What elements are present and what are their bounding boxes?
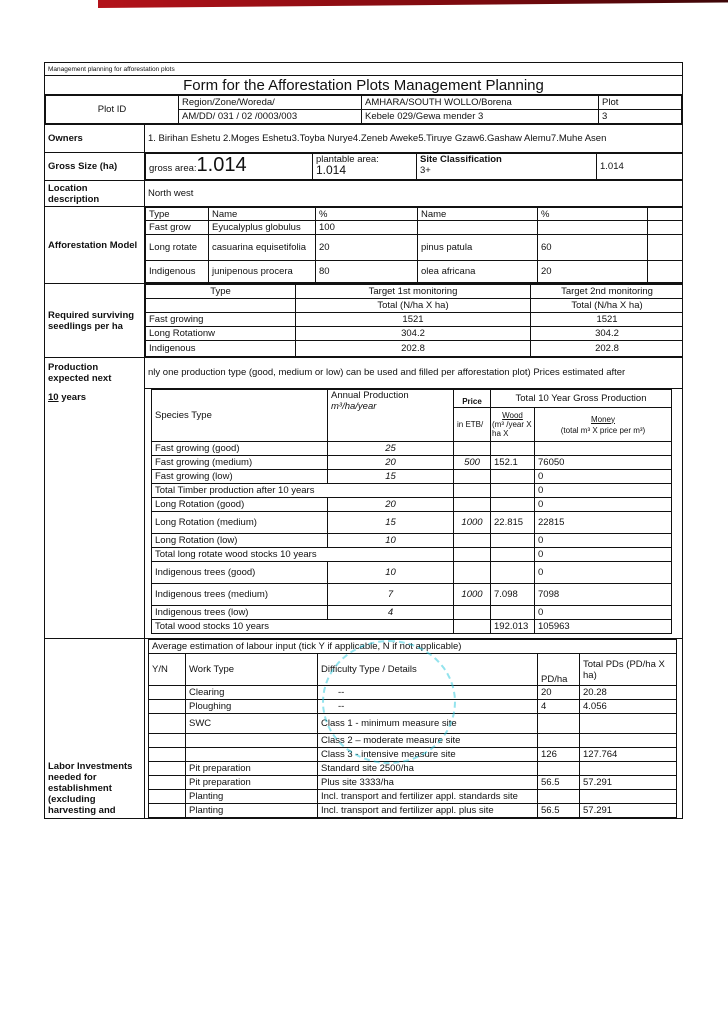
production-row bbox=[152, 470, 672, 484]
model-row bbox=[146, 235, 683, 261]
seedlings-target2: 1521 bbox=[531, 313, 683, 327]
labor-total: 57.291 bbox=[580, 776, 677, 790]
site-classification bbox=[417, 154, 597, 180]
production-wood: 152.1 bbox=[491, 456, 535, 470]
production-wood bbox=[491, 548, 535, 562]
labor-work bbox=[186, 748, 318, 762]
location-value: North west bbox=[145, 181, 683, 207]
model-percent: 20 bbox=[538, 261, 648, 283]
labor-yn bbox=[149, 734, 186, 748]
production-money: 0 bbox=[535, 606, 672, 620]
production-wood: 192.013 bbox=[491, 620, 535, 634]
h-pdha: PD/ha bbox=[538, 654, 580, 686]
labor-pd: 56.5 bbox=[538, 804, 580, 818]
production-table bbox=[151, 389, 672, 634]
production-row bbox=[152, 606, 672, 620]
model-type: Long rotate bbox=[146, 235, 209, 261]
production-price bbox=[454, 470, 491, 484]
production-row bbox=[152, 456, 672, 470]
labor-detail: Class 3 - intensive measure site bbox=[318, 748, 538, 762]
labor-detail: Incl. transport and fertilizer appl. standards site bbox=[318, 790, 538, 804]
model-name: junipenous procera bbox=[209, 261, 316, 283]
owners-label: Owners bbox=[45, 125, 145, 153]
h-money-label: Money bbox=[590, 414, 615, 424]
plot-code: AM/DD/ 031 / 02 /0003/003 bbox=[179, 110, 362, 124]
labor-work: Planting bbox=[186, 790, 318, 804]
production-name: Fast growing (good) bbox=[152, 442, 328, 456]
labor-total bbox=[580, 734, 677, 748]
location-label: Location description bbox=[45, 181, 145, 207]
production-name: Fast growing (medium) bbox=[152, 456, 328, 470]
production-annual: 20 bbox=[328, 456, 454, 470]
production-row bbox=[152, 484, 672, 498]
labor-row bbox=[149, 790, 677, 804]
model-name bbox=[418, 221, 538, 235]
seedlings-col-target1: Target 1st monitoring bbox=[296, 285, 531, 299]
seedlings-type: Fast growing bbox=[146, 313, 296, 327]
labor-table bbox=[148, 639, 677, 818]
plot-id-label: Plot ID bbox=[46, 96, 179, 124]
production-row bbox=[152, 562, 672, 584]
h-annual-label: Annual Production bbox=[331, 390, 409, 401]
region-value: AMHARA/SOUTH WOLLO/Borena bbox=[362, 96, 599, 110]
plot-number: 3 bbox=[599, 110, 682, 124]
production-label bbox=[45, 358, 145, 639]
gross-size-table bbox=[145, 153, 683, 180]
h-price: Price bbox=[454, 390, 491, 408]
labor-yn bbox=[149, 790, 186, 804]
production-annual: 15 bbox=[328, 512, 454, 534]
form-title: Form for the Afforestation Plots Management Planning bbox=[45, 76, 683, 95]
seedlings-row bbox=[146, 327, 683, 341]
production-annual: 10 bbox=[328, 534, 454, 548]
production-wood bbox=[491, 442, 535, 456]
production-row bbox=[152, 584, 672, 606]
model-percent: 20 bbox=[316, 235, 418, 261]
form-sheet bbox=[44, 62, 682, 819]
labor-total bbox=[580, 714, 677, 734]
production-wood bbox=[491, 534, 535, 548]
labor-row bbox=[149, 700, 677, 714]
production-price bbox=[454, 606, 491, 620]
production-money: 7098 bbox=[535, 584, 672, 606]
production-label-line1: Production expected next bbox=[48, 362, 112, 384]
seedlings-row bbox=[146, 341, 683, 357]
h-money-unit: (total m³ X price per m³) bbox=[560, 425, 646, 435]
production-price bbox=[454, 534, 491, 548]
production-money: 76050 bbox=[535, 456, 672, 470]
gross-size-label: Gross Size (ha) bbox=[45, 153, 145, 181]
production-name: Total long rotate wood stocks 10 years bbox=[152, 548, 454, 562]
production-money: 0 bbox=[535, 562, 672, 584]
production-money: 105963 bbox=[535, 620, 672, 634]
labor-detail: Incl. transport and fertilizer appl. plus site bbox=[318, 804, 538, 818]
model-header: Name bbox=[418, 208, 538, 221]
production-money: 0 bbox=[535, 484, 672, 498]
labor-pd bbox=[538, 762, 580, 776]
model-percent: 100 bbox=[316, 221, 418, 235]
production-price bbox=[454, 620, 491, 634]
production-row bbox=[152, 498, 672, 512]
labor-row bbox=[149, 734, 677, 748]
labor-pd bbox=[538, 790, 580, 804]
model-row bbox=[146, 261, 683, 283]
production-wood: 7.098 bbox=[491, 584, 535, 606]
production-price bbox=[454, 498, 491, 512]
production-price: 1000 bbox=[454, 512, 491, 534]
production-annual: 15 bbox=[328, 470, 454, 484]
production-wood bbox=[491, 470, 535, 484]
production-row bbox=[152, 620, 672, 634]
production-name: Indigenous trees (low) bbox=[152, 606, 328, 620]
labor-detail: Class 1 - minimum measure site bbox=[318, 714, 538, 734]
model-percent: 80 bbox=[316, 261, 418, 283]
seedlings-sub-total1: Total (N/ha X ha) bbox=[296, 299, 531, 313]
production-price bbox=[454, 442, 491, 456]
production-price bbox=[454, 548, 491, 562]
production-name: Indigenous trees (good) bbox=[152, 562, 328, 584]
plot-id-table bbox=[45, 95, 682, 124]
seedlings-row bbox=[146, 313, 683, 327]
labor-note: Average estimation of labour input (tick Y if applicable, N if not applicable) bbox=[149, 640, 677, 654]
labor-row bbox=[149, 686, 677, 700]
labor-total bbox=[580, 790, 677, 804]
labor-pd bbox=[538, 714, 580, 734]
gross-area-prefix: gross area: bbox=[149, 162, 197, 174]
labor-work: Pit preparation bbox=[186, 762, 318, 776]
model-name: olea africana bbox=[418, 261, 538, 283]
plantable-value: 1.014 bbox=[316, 163, 347, 177]
labor-pd: 20 bbox=[538, 686, 580, 700]
production-row bbox=[152, 548, 672, 562]
seedlings-label: Required surviving seedlings per ha bbox=[45, 284, 145, 358]
h-price-unit: in ETB/ bbox=[454, 408, 491, 442]
production-row bbox=[152, 534, 672, 548]
h-money bbox=[535, 408, 672, 442]
plantable-area bbox=[313, 154, 417, 180]
labor-row bbox=[149, 714, 677, 734]
production-wood bbox=[491, 606, 535, 620]
labor-detail: Class 2 – moderate measure site bbox=[318, 734, 538, 748]
production-label-suffix: years bbox=[58, 392, 87, 403]
seedlings-col-type: Type bbox=[146, 285, 296, 299]
seedlings-sub-total2: Total (N/ha X ha) bbox=[531, 299, 683, 313]
model-header: Type bbox=[146, 208, 209, 221]
seedlings-type: Long Rotationw bbox=[146, 327, 296, 341]
owners-value: 1. Birihan Eshetu 2.Moges Eshetu3.Toyba Nurye4.Zeneb Aweke5.Tiruye Gzaw6.Gashaw Alemu7.Muhe Asen bbox=[145, 125, 683, 153]
labor-work: SWC bbox=[186, 714, 318, 734]
production-name: Long Rotation (medium) bbox=[152, 512, 328, 534]
production-name: Long Rotation (low) bbox=[152, 534, 328, 548]
production-wood bbox=[491, 484, 535, 498]
labor-work: Planting bbox=[186, 804, 318, 818]
site-label: Site Classification bbox=[420, 154, 502, 165]
labor-yn bbox=[149, 714, 186, 734]
h-annual bbox=[328, 390, 454, 442]
labor-work bbox=[186, 734, 318, 748]
labor-row bbox=[149, 776, 677, 790]
labor-total: 127.764 bbox=[580, 748, 677, 762]
labor-row bbox=[149, 762, 677, 776]
production-note: nly one production type (good, medium or low) can be used and filled per afforestation plot) Prices estimated after bbox=[145, 358, 682, 389]
model-name: casuarina equisetifolia bbox=[209, 235, 316, 261]
production-name: Indigenous trees (medium) bbox=[152, 584, 328, 606]
production-money: 22815 bbox=[535, 512, 672, 534]
h-yn: Y/N bbox=[149, 654, 186, 686]
plot-label: Plot bbox=[599, 96, 682, 110]
plantable-label: plantable area: bbox=[316, 154, 379, 165]
production-price: 500 bbox=[454, 456, 491, 470]
production-annual: 7 bbox=[328, 584, 454, 606]
model-name: Eyucalyplus globulus bbox=[209, 221, 316, 235]
gross-area-value: 1.014 bbox=[196, 153, 247, 176]
labor-detail: -- bbox=[318, 700, 538, 714]
labor-pd: 56.5 bbox=[538, 776, 580, 790]
production-name: Long Rotation (good) bbox=[152, 498, 328, 512]
h-wood-label: Wood bbox=[502, 411, 523, 420]
model-type: Indigenous bbox=[146, 261, 209, 283]
production-price bbox=[454, 484, 491, 498]
production-row bbox=[152, 442, 672, 456]
production-money bbox=[535, 442, 672, 456]
labor-total: 20.28 bbox=[580, 686, 677, 700]
h-wood bbox=[491, 408, 535, 442]
production-name: Fast growing (low) bbox=[152, 470, 328, 484]
red-scan-mark bbox=[98, 0, 728, 8]
model-percent bbox=[538, 221, 648, 235]
seedlings-target2: 202.8 bbox=[531, 341, 683, 357]
h-species: Species Type bbox=[152, 390, 328, 442]
seedlings-target1: 304.2 bbox=[296, 327, 531, 341]
production-rows bbox=[152, 442, 672, 634]
labor-total bbox=[580, 762, 677, 776]
labor-pd bbox=[538, 734, 580, 748]
labor-row bbox=[149, 748, 677, 762]
production-annual: 10 bbox=[328, 562, 454, 584]
region-label: Region/Zone/Woreda/ bbox=[179, 96, 362, 110]
labor-yn bbox=[149, 700, 186, 714]
production-money: 0 bbox=[535, 548, 672, 562]
production-annual: 20 bbox=[328, 498, 454, 512]
afforestation-model-table bbox=[145, 207, 683, 283]
h-total-pds: Total PDs (PD/ha X ha) bbox=[580, 654, 677, 686]
production-annual: 25 bbox=[328, 442, 454, 456]
h-total: Total 10 Year Gross Production bbox=[491, 390, 672, 408]
production-row bbox=[152, 512, 672, 534]
model-header: % bbox=[316, 208, 418, 221]
labor-label: Labor Investments needed for establishment (excluding harvesting and bbox=[45, 639, 145, 819]
production-annual: 4 bbox=[328, 606, 454, 620]
production-name: Total Timber production after 10 years bbox=[152, 484, 454, 498]
production-wood: 22.815 bbox=[491, 512, 535, 534]
model-row bbox=[146, 221, 683, 235]
labor-work: Pit preparation bbox=[186, 776, 318, 790]
labor-detail: Plus site 3333/ha bbox=[318, 776, 538, 790]
seedlings-table bbox=[145, 284, 683, 357]
production-price bbox=[454, 562, 491, 584]
model-percent: 60 bbox=[538, 235, 648, 261]
production-money: 0 bbox=[535, 534, 672, 548]
production-money: 0 bbox=[535, 470, 672, 484]
labor-yn bbox=[149, 804, 186, 818]
labor-detail: -- bbox=[318, 686, 538, 700]
h-annual-unit: m³/ha/year bbox=[331, 401, 377, 412]
labor-yn bbox=[149, 776, 186, 790]
labor-row bbox=[149, 804, 677, 818]
labor-yn bbox=[149, 762, 186, 776]
production-wood bbox=[491, 498, 535, 512]
labor-yn bbox=[149, 686, 186, 700]
site-value: 3+ bbox=[420, 165, 431, 176]
seedlings-target2: 304.2 bbox=[531, 327, 683, 341]
labor-total: 57.291 bbox=[580, 804, 677, 818]
model-name: pinus patula bbox=[418, 235, 538, 261]
labor-work: Ploughing bbox=[186, 700, 318, 714]
seedlings-target1: 1521 bbox=[296, 313, 531, 327]
seedlings-type: Indigenous bbox=[146, 341, 296, 357]
production-name: Total wood stocks 10 years bbox=[152, 620, 454, 634]
form-table bbox=[44, 62, 683, 819]
model-header: % bbox=[538, 208, 648, 221]
labor-pd: 126 bbox=[538, 748, 580, 762]
labor-pd: 4 bbox=[538, 700, 580, 714]
production-label-years: 10 bbox=[48, 392, 59, 403]
production-wood bbox=[491, 562, 535, 584]
labor-rows bbox=[149, 686, 677, 818]
labor-yn bbox=[149, 748, 186, 762]
h-difficulty: Difficulty Type / Details bbox=[318, 654, 538, 686]
labor-total: 4.056 bbox=[580, 700, 677, 714]
production-price: 1000 bbox=[454, 584, 491, 606]
top-caption: Management planning for afforestation plots bbox=[45, 63, 683, 76]
extra-value: 1.014 bbox=[597, 154, 683, 180]
afforestation-model-label: Afforestation Model bbox=[45, 207, 145, 284]
labor-work: Clearing bbox=[186, 686, 318, 700]
seedlings-target1: 202.8 bbox=[296, 341, 531, 357]
labor-detail: Standard site 2500/ha bbox=[318, 762, 538, 776]
seedlings-col-target2: Target 2nd monitoring bbox=[531, 285, 683, 299]
gross-area bbox=[146, 154, 313, 180]
kebele-value: Kebele 029/Gewa mender 3 bbox=[362, 110, 599, 124]
production-money: 0 bbox=[535, 498, 672, 512]
model-header: Name bbox=[209, 208, 316, 221]
h-work: Work Type bbox=[186, 654, 318, 686]
model-type: Fast grow bbox=[146, 221, 209, 235]
h-wood-unit: (m³ /year X ha X bbox=[492, 420, 532, 438]
